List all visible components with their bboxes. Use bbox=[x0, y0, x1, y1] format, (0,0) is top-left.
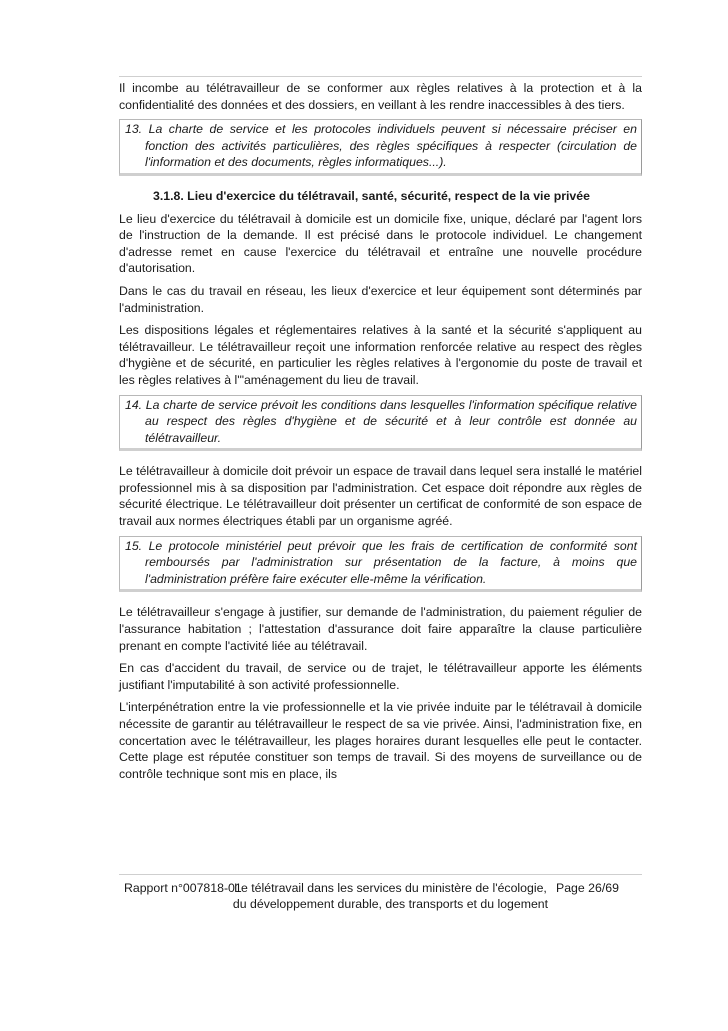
footer-report-ref: Rapport n°007818-01 bbox=[124, 881, 242, 895]
note-box-13 bbox=[119, 119, 642, 176]
note-box-15 bbox=[119, 536, 642, 593]
page-body bbox=[119, 80, 642, 788]
note-13-text: 13. La charte de service et les protocoles individuels peuvent si nécessaire préciser en fonction des activités particulières, des règles spécifiques à respecter (circulation de l'information et des documents, règles informatiques...). bbox=[125, 122, 637, 170]
paragraph-espace: Le télétravailleur à domicile doit prévoir un espace de travail dans lequel sera installé le matériel professionnel mis à sa disposition par l'administration. Cet espace doit répondre aux règles de sécurité électrique. Le télétravailleur doit présenter un certificat de conformité de son espace de travail aux normes électriques établi par un organisme agréé. bbox=[119, 464, 642, 529]
paragraph-sante: Les dispositions légales et réglementaires relatives à la santé et la sécurité s'appliquent au télétravailleur. Le télétravailleur reçoit une information renforcée relative au respect des règles d'hygiène et de sécurité, en particulier les règles relatives à l'ergonomie du poste de travail et les règles relatives à l'"aménagement du lieu de travail. bbox=[119, 323, 642, 387]
note-14-text: 14. La charte de service prévoit les conditions dans lesquelles l'information spécifique relative au respect des règles d'hygiène et de sécurité et à leur contrôle est donnée au télétravailleur. bbox=[125, 397, 637, 445]
paragraph-assurance: Le télétravailleur s'engage à justifier, sur demande de l'administration, du paiement régulier de l'assurance habitation ; l'attestation d'assurance doit faire apparaître la clause particulière prenant en compte l'activité liée au télétravail. bbox=[119, 605, 642, 653]
paragraph-accident: En cas d'accident du travail, de service ou de trajet, le télétravailleur apporte les éléments justifiant l'imputabilité à son activité professionnelle. bbox=[119, 661, 642, 692]
paragraph-reseau: Dans le cas du travail en réseau, les lieux d'exercice et leur équipement sont déterminés par l'administration. bbox=[119, 283, 642, 315]
note-15-text: 15. Le protocole ministériel peut prévoir que les frais de certification de conformité sont remboursés par l'administration sur présentation de la facture, à moins que l'administration préfère faire exécuter elle-même la vérification. bbox=[125, 538, 637, 586]
paragraph-lieu: Le lieu d'exercice du télétravail à domicile est un domicile fixe, unique, déclaré par l'agent lors de l'instruction de la demande. Il est précisé dans le protocole individuel. Le changement d'adresse remet en cause l'exercice du télétravail et entraîne une nouvelle procédure d'autorisation. bbox=[119, 211, 642, 276]
footer-page-number: Page 26/69 bbox=[556, 881, 619, 895]
note-box-14 bbox=[119, 395, 642, 452]
paragraph-vie-privee: L'interpénétration entre la vie professionnelle et la vie privée induite par le télétravail à domicile nécessite de garantir au télétravailleur le respect de sa vie privée. Ainsi, l'administration fixe, en concertation avec le télétravailleur, les plages horaires durant lesquelles elle peut le contacter. Cette plage est réputée constituer son temps de travail. Si des moyens de surveillance ou de contrôle technique sont mis en place, ils bbox=[119, 700, 642, 781]
header-divider bbox=[119, 76, 642, 77]
footer-divider bbox=[119, 874, 642, 875]
intro-paragraph: Il incombe au télétravailleur de se conformer aux règles relatives à la protection et à la confidentialité des données et des dossiers, en veillant à les rendre inaccessibles à des tiers. bbox=[119, 81, 642, 112]
footer-title: Le télétravail dans les services du ministère de l'écologie, du développement durable, des transports et du logement bbox=[232, 881, 549, 911]
section-heading: 3.1.8. Lieu d'exercice du télétravail, santé, sécurité, respect de la vie privée bbox=[153, 188, 590, 203]
